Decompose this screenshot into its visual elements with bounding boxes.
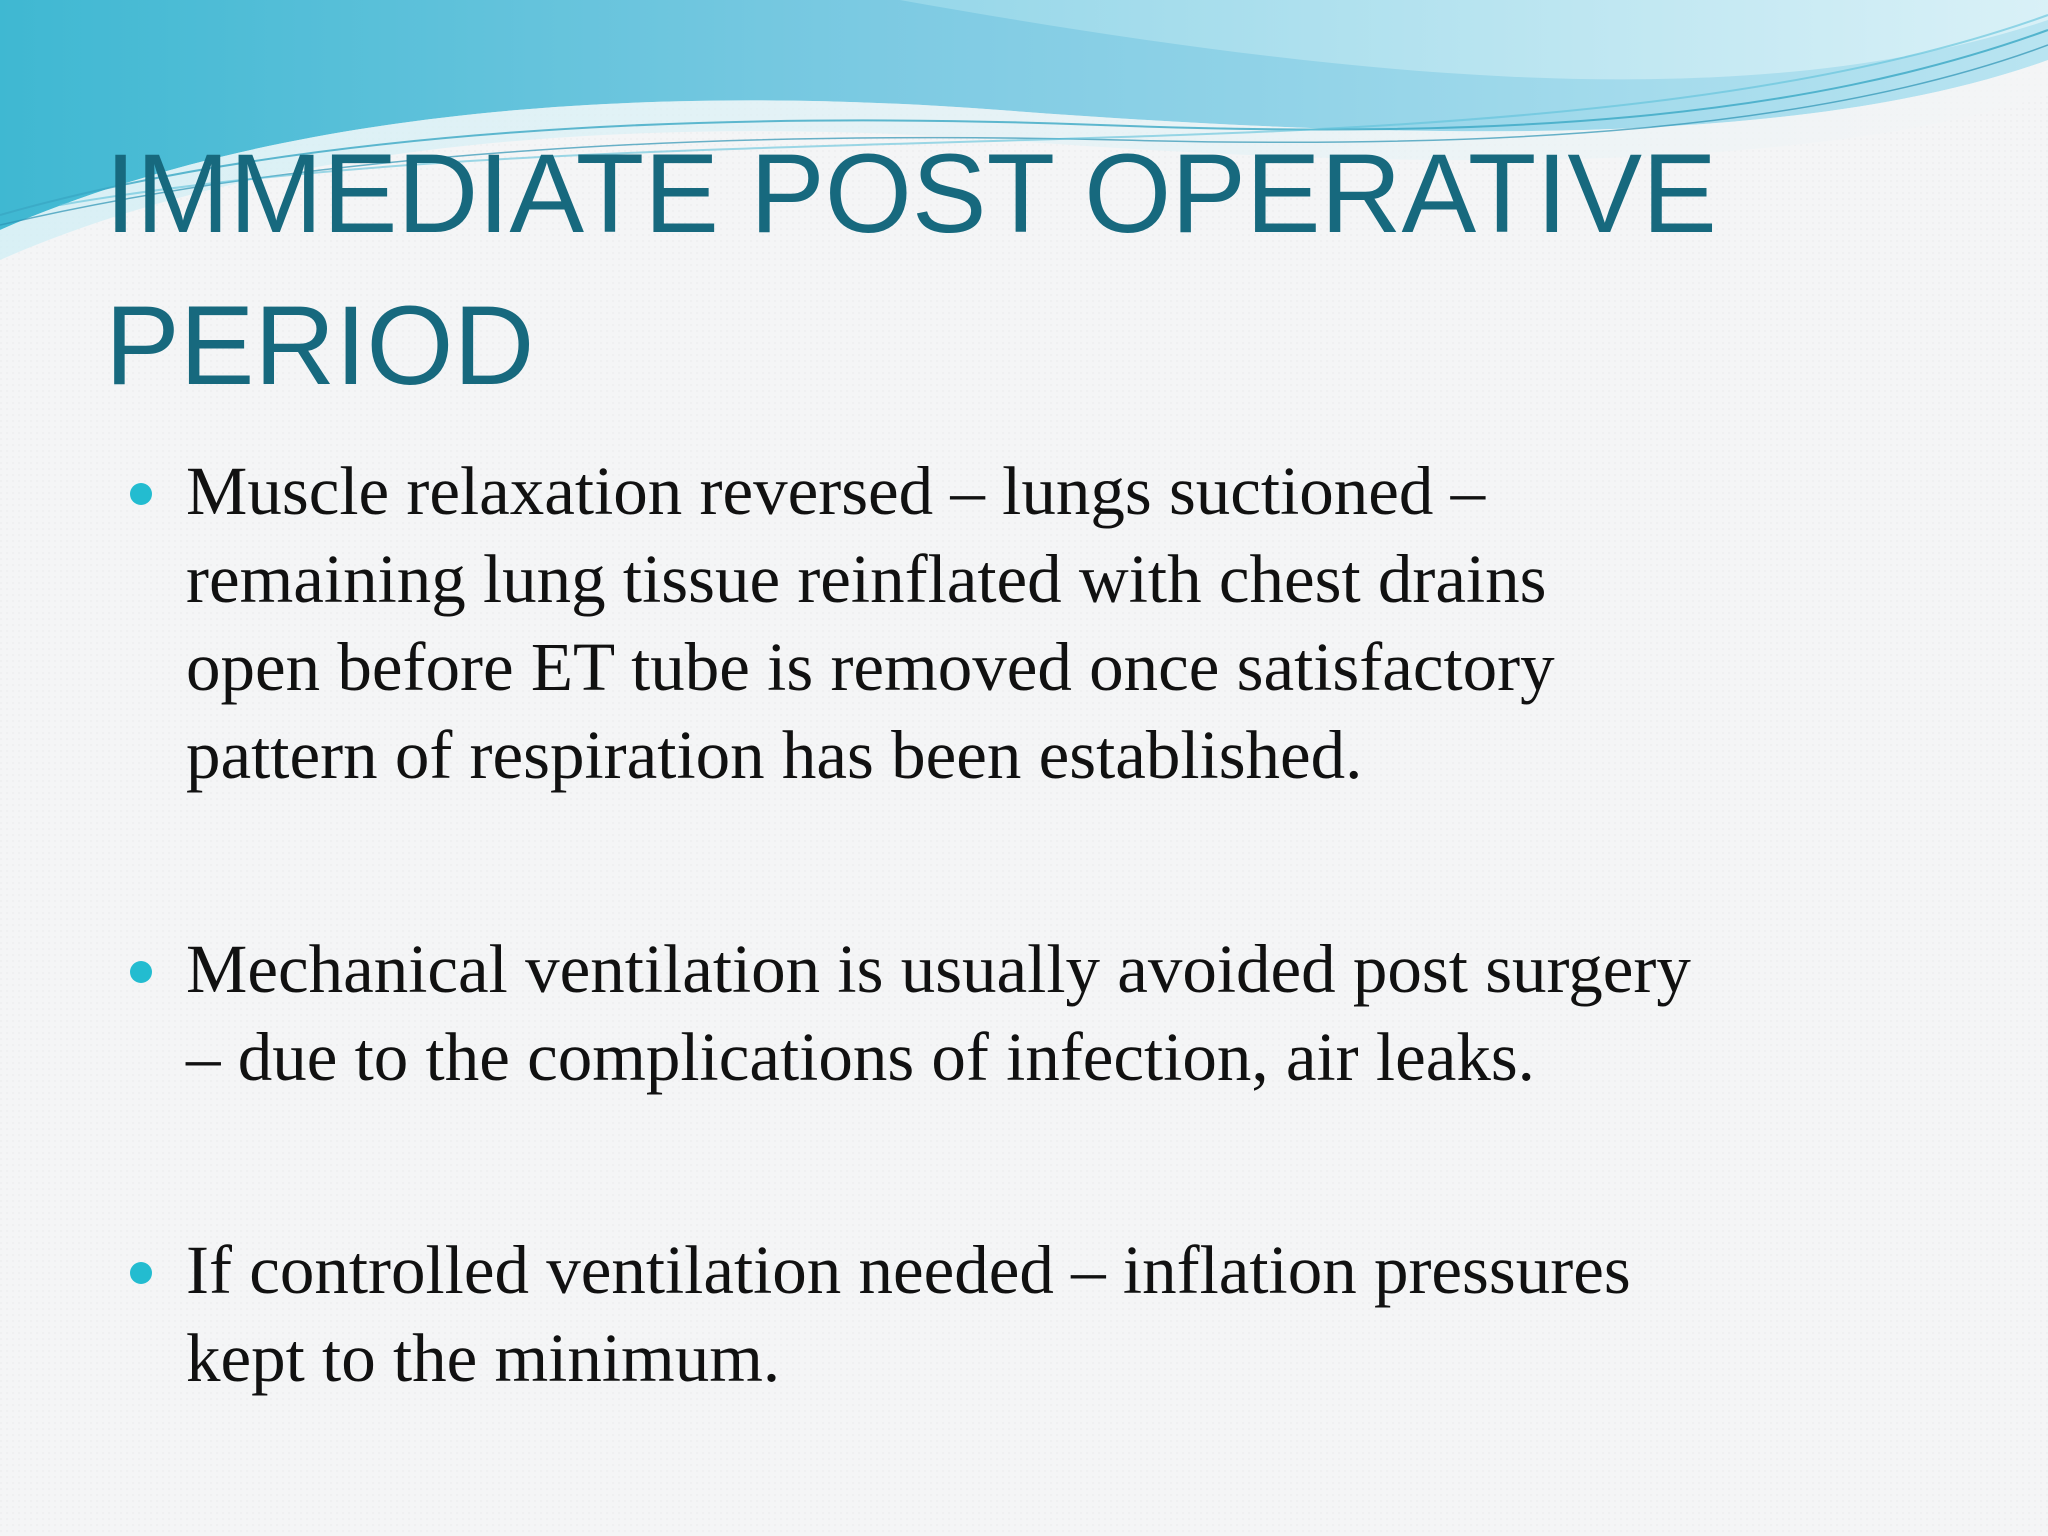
bullet-line: If controlled ventilation needed – inflation pressures: [186, 1232, 1631, 1308]
bullet-line: Muscle relaxation reversed – lungs suctioned –: [186, 453, 1486, 529]
bullet-dot-icon: [130, 961, 152, 983]
slide-title-line-2: PERIOD: [105, 283, 535, 408]
bullet-line: kept to the minimum.: [186, 1320, 781, 1396]
bullet-line: remaining lung tissue reinflated with chest drains: [186, 541, 1547, 617]
slide-title-line-1: IMMEDIATE POST OPERATIVE: [105, 131, 1717, 256]
bullet-text: [186, 1226, 1966, 1402]
bullet-line: pattern of respiration has been established.: [186, 717, 1363, 793]
bullet-text: [186, 925, 1966, 1101]
bullet-line: Mechanical ventilation is usually avoided post surgery: [186, 931, 1691, 1007]
bullet-dot-icon: [130, 483, 152, 505]
bullet-dot-icon: [130, 1262, 152, 1284]
bullet-line: – due to the complications of infection, air leaks.: [186, 1019, 1535, 1095]
bullet-line: open before ET tube is removed once satisfactory: [186, 629, 1555, 705]
bullet-text: [186, 447, 1966, 799]
